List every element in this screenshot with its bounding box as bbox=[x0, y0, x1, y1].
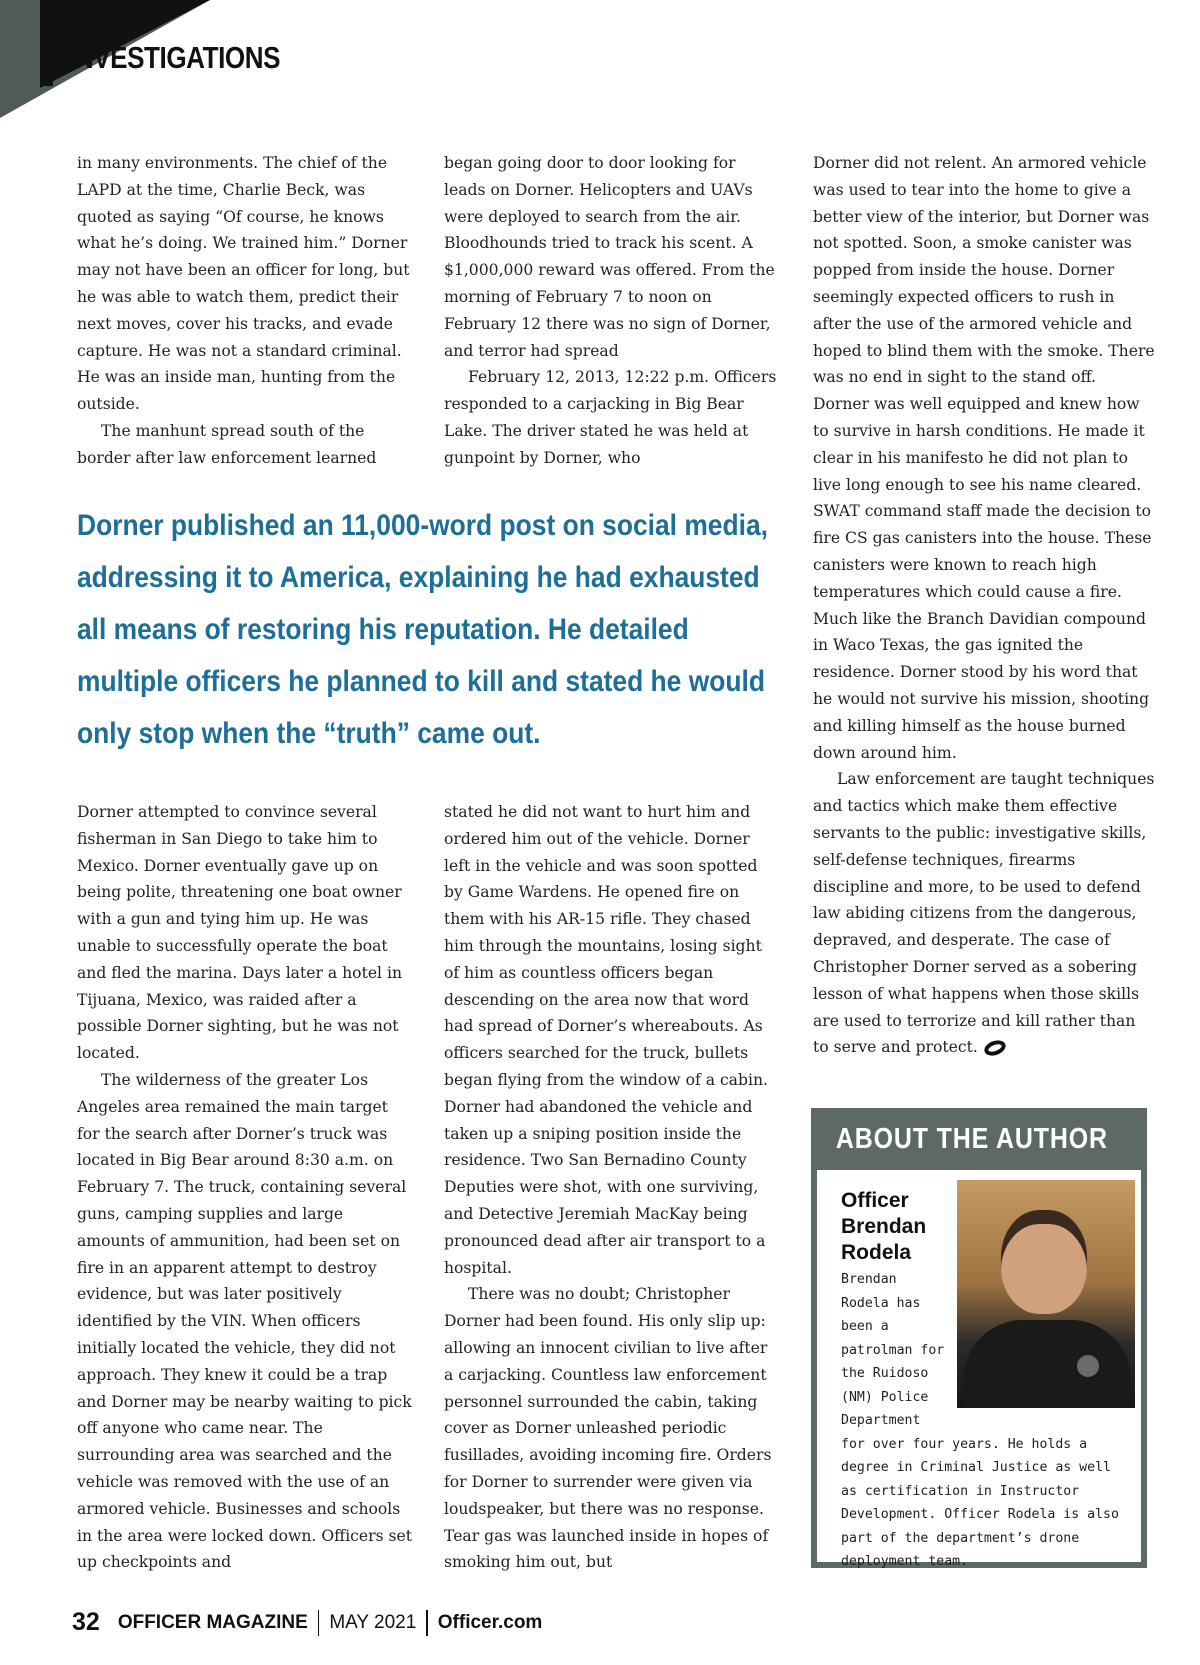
author-name: Officer Brendan Rodela bbox=[841, 1189, 927, 1264]
paragraph: There was no doubt; Christopher Dorner had been found. His only slip up: allowing an innocent civilian to live after a carjacking. Countless law enforcement personnel surrounded the cabin, taking cover as Dorner unleashed periodic fusillades, avoiding incoming fire. Orders for Dorner to surrender were given via loudspeaker, but there was no response. Tear gas was launched inside in hopes of smoking him out, but bbox=[444, 1285, 772, 1572]
paragraph: Dorner did not relent. An armored vehicle was used to tear into the home to give a better view of the interior, but Dorner was not spotted. Soon, a smoke canister was popped from inside the house. Dorner seemingly expected officers to rush in after the use of the armored vehicle and hoped to blind them with the smoke. There was no end in sight to the stand off. Dorner was well equipped and knew how to survive in harsh conditions. He made it clear in his manifesto he did not plan to live long enough to see his name cleared. SWAT command staff made the decision to fire CS gas canisters into the house. These canisters were known to reach high temperatures which could cause a fire. Much like the Branch Davidian compound in Waco Texas, the gas ignited the residence. Dorner stood by his word that he would not survive his mission, shooting and killing himself as the house burned down around him. bbox=[813, 154, 1155, 762]
pull-quote: Dorner published an 11,000-word post on social media, addressing it to America, explaining he had exhausted all means of restoring his reputation. He detailed multiple officers he planned to kill and stated he would only stop when the “truth” came out. bbox=[77, 509, 768, 750]
paragraph: The manhunt spread south of the border after law enforcement learned bbox=[77, 421, 377, 467]
paragraph: began going door to door looking for leads on Dorner. Helicopters and UAVs were deployed to search from the air. Bloodhounds tried to track his scent. A $1,000,000 reward was offered. From the morning of February 7 to noon on February 12 there was no sign of Dorner, and terror had spread bbox=[444, 154, 775, 360]
paragraph-text: Law enforcement are taught techniques and tactics which make them effective servants to the public: investigative skills, self-defense techniques, firearms discipline and more, to be used to defend law abiding citizens from the dangerous, depraved, and desperate. The case of Christopher Dorner served as a sobering lesson of what happens when those skills are used to terrorize and kill rather than to serve and protect. bbox=[813, 770, 1155, 1057]
paragraph: The wilderness of the greater Los Angeles area remained the main target for the search after Dorner’s truck was located in Big Bear around 8:30 a.m. on February 7. The truck, containing several guns, camping supplies and large amounts of ammunition, had been set on fire in an apparent attempt to destroy evidence, but was later positively identified by the VIN. When officers initially located the vehicle, they did not approach. They knew it could be a trap and Dorner may be nearby waiting to pick off anyone who came near. The surrounding area was searched and the vehicle was removed with the use of an armored vehicle. Businesses and schools in the area were locked down. Officers set up checkpoints and bbox=[77, 1070, 413, 1572]
paragraph: in many environments. The chief of the LAPD at the time, Charlie Beck, was quoted as saying “Of course, he knows what he’s doing. We trained him.” Dorner may not have been an officer for long, but he was able to watch them, predict their next moves, cover his tracks, and evade capture. He was not a standard criminal. He was an inside man, hunting from the outside. bbox=[77, 154, 410, 414]
article-column-1-bottom bbox=[77, 799, 413, 1576]
article-column-1-top bbox=[77, 150, 413, 472]
website-link[interactable]: Officer.com bbox=[437, 1611, 543, 1633]
page-number: 32 bbox=[72, 1608, 100, 1636]
magazine-name: OFFICER MAGAZINE bbox=[117, 1611, 308, 1633]
section-marker bbox=[43, 40, 53, 86]
author-bio: Brendan Rodela has been a patrolman for the Ruidoso (NM) Police Department for over four years. He holds a degree in Criminal Justice as well as certification in Instructor Development. Officer Rodela is also part of the department’s drone deployment team. bbox=[841, 1272, 1119, 1569]
author-photo-badge bbox=[1077, 1355, 1099, 1377]
author-photo-face bbox=[1001, 1210, 1087, 1314]
paragraph: February 12, 2013, 12:22 p.m. Officers responded to a carjacking in Big Bear Lake. The driver stated he was held at gunpoint by Dorner, who bbox=[444, 368, 777, 467]
footer-divider bbox=[426, 1610, 428, 1636]
page-footer bbox=[72, 1608, 542, 1637]
paragraph bbox=[813, 766, 1155, 1061]
author-photo bbox=[957, 1180, 1135, 1408]
article-column-2-top bbox=[444, 150, 780, 472]
article-column-3 bbox=[813, 150, 1155, 1061]
paragraph: Dorner attempted to convince several fisherman in San Diego to take him to Mexico. Dorner eventually gave up on being polite, threatening one boat owner with a gun and tying him up. He was unable to successfully operate the boat and fled the marina. Days later a hotel in Tijuana, Mexico, was raided after a possible Dorner sighting, but he was not located. bbox=[77, 803, 403, 1063]
about-the-author-box bbox=[811, 1108, 1147, 1568]
author-photo-uniform bbox=[963, 1320, 1131, 1408]
article-column-2-bottom bbox=[444, 799, 780, 1576]
paragraph: stated he did not want to hurt him and ordered him out of the vehicle. Dorner left in the vehicle and was soon spotted by Game Wardens. He opened fire on them with his AR-15 rifle. They chased him through the mountains, losing sight of him as countless officers began descending on the area now that word had spread of Dorner’s whereabouts. As officers searched for the truck, bullets began flying from the window of a cabin. Dorner had abandoned the vehicle and taken up a sniping position inside the residence. Two San Bernadino County Deputies were shot, with one surviving, and Detective Jeremiah MacKay being pronounced dead after air transport to a hospital. bbox=[444, 803, 768, 1277]
section-label: INVESTIGATIONS bbox=[68, 40, 281, 75]
author-box-heading: ABOUT THE AUTHOR bbox=[835, 1123, 1108, 1155]
footer-divider bbox=[318, 1610, 320, 1636]
issue-date: MAY 2021 bbox=[329, 1611, 417, 1633]
author-box-content bbox=[817, 1170, 1141, 1569]
end-of-article-icon bbox=[982, 1038, 1007, 1059]
